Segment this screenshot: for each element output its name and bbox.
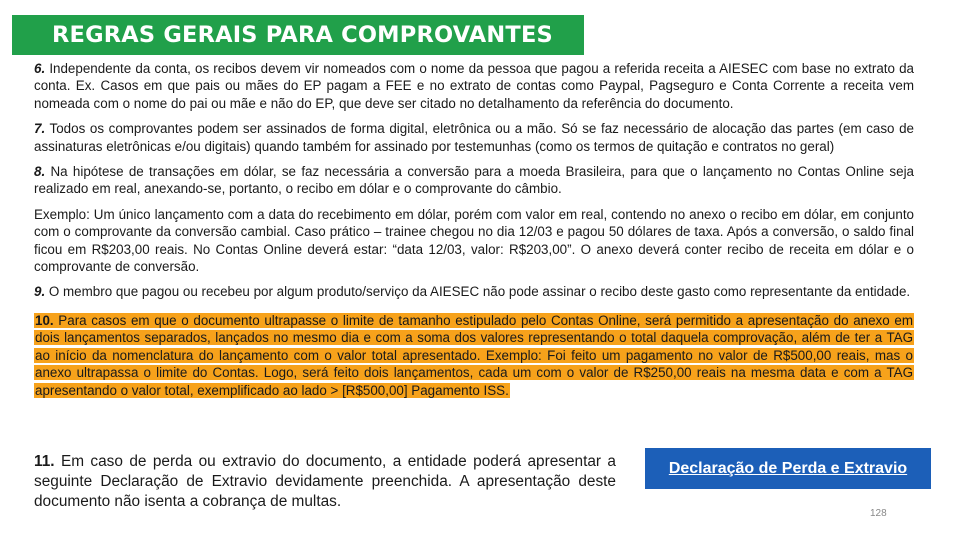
highlight-block [34, 313, 914, 398]
rule-text: Independente da conta, os recibos devem vir nomeados com o nome da pessoa que pagou a referida receita a AIESEC com base no extrato da conta. Ex. Casos em que pais ou mães do EP pagam a FEE e no extrato de contas como Paypal, Pagseguro e Conta Corrente a receita vem nomeada com o nome do pai ou mãe e não do EP, que deve ser citado no detalhamento da referência do documento. [34, 61, 914, 111]
rule-10-highlighted [34, 312, 914, 399]
declaration-link-button[interactable]: Declaração de Perda e Extravio [645, 448, 931, 489]
title-bar [12, 15, 584, 55]
rule-text: Em caso de perda ou extravio do documento, a entidade poderá apresentar a seguinte Declaração de Extravio devidamente preenchida. A apresentação deste documento não isenta a cobrança de multas. [34, 453, 616, 510]
rule-7 [34, 120, 914, 155]
page-title: REGRAS GERAIS PARA COMPROVANTES [52, 22, 553, 48]
rule-text: Na hipótese de transações em dólar, se faz necessária a conversão para a moeda Brasileira, para que o lançamento no Contas Online seja realizado em real, anexando-se, portanto, o recibo em dólar e o comprovante do câmbio. [34, 164, 914, 197]
rule-number: 8. [34, 164, 46, 180]
rule-text: Exemplo: Um único lançamento com a data do recebimento em dólar, porém com valor em real, contendo no anexo o recibo em dólar, em conjunto com o comprovante da conversão cambial. Caso prático – trainee chegou no dia 12/03 e pagou 50 dólares de taxa. Após a conversão, o saldo final ficou em R$203,00 reais. No Contas Online deverá estar: “data 12/03, valor: R$203,00”. O anexo deverá conter recibo de receita em dólar e o comprovante de conversão. [34, 206, 914, 275]
rule-number: 11. [34, 453, 55, 470]
rule-number: 6. [34, 61, 46, 76]
rule-8 [34, 163, 914, 198]
rule-text: Todos os comprovantes podem ser assinados de forma digital, eletrônica ou a mão. Só se faz necessário de alocação das partes (em caso de assinaturas eletrônicas e/ou digitais) quando também for assinado por testemunhas (como os termos de quitação e contratos no geral) [34, 121, 914, 154]
page-number: 128 [870, 508, 887, 519]
rule-number: 10. [35, 312, 54, 328]
rules-content [34, 60, 914, 407]
rule-text: O membro que pagou ou recebeu por algum produto/serviço da AIESEC não pode assinar o recibo deste gasto como representante da entidade. [45, 284, 911, 300]
rule-text: Para casos em que o documento ultrapasse o limite de tamanho estipulado pelo Contas Online, será permitido a apresentação do anexo em dois lançamentos separados, lançados no mesmo dia e com a soma dos valores representando o total daquela comprovação, além de ter a TAG ao início da nomenclatura do lançamento com o valor total apresentado. Exemplo: Foi feito um pagamento no valor de R$500,00 reais, mas o anexo ultrapassa o limite do Contas. Logo, será feito dois lançamentos, cada um com o valor de R$250,00 reais na mesma data e com a TAG apresentando o valor total, exemplificado ao lado > [R$500,00] Pagamento ISS. [35, 312, 913, 398]
rule-8-example [34, 206, 914, 276]
rule-11 [34, 452, 616, 512]
rule-number: 7. [34, 121, 46, 137]
rule-number: 9. [34, 284, 46, 300]
rule-6 [34, 60, 914, 112]
rule-9 [34, 283, 914, 300]
